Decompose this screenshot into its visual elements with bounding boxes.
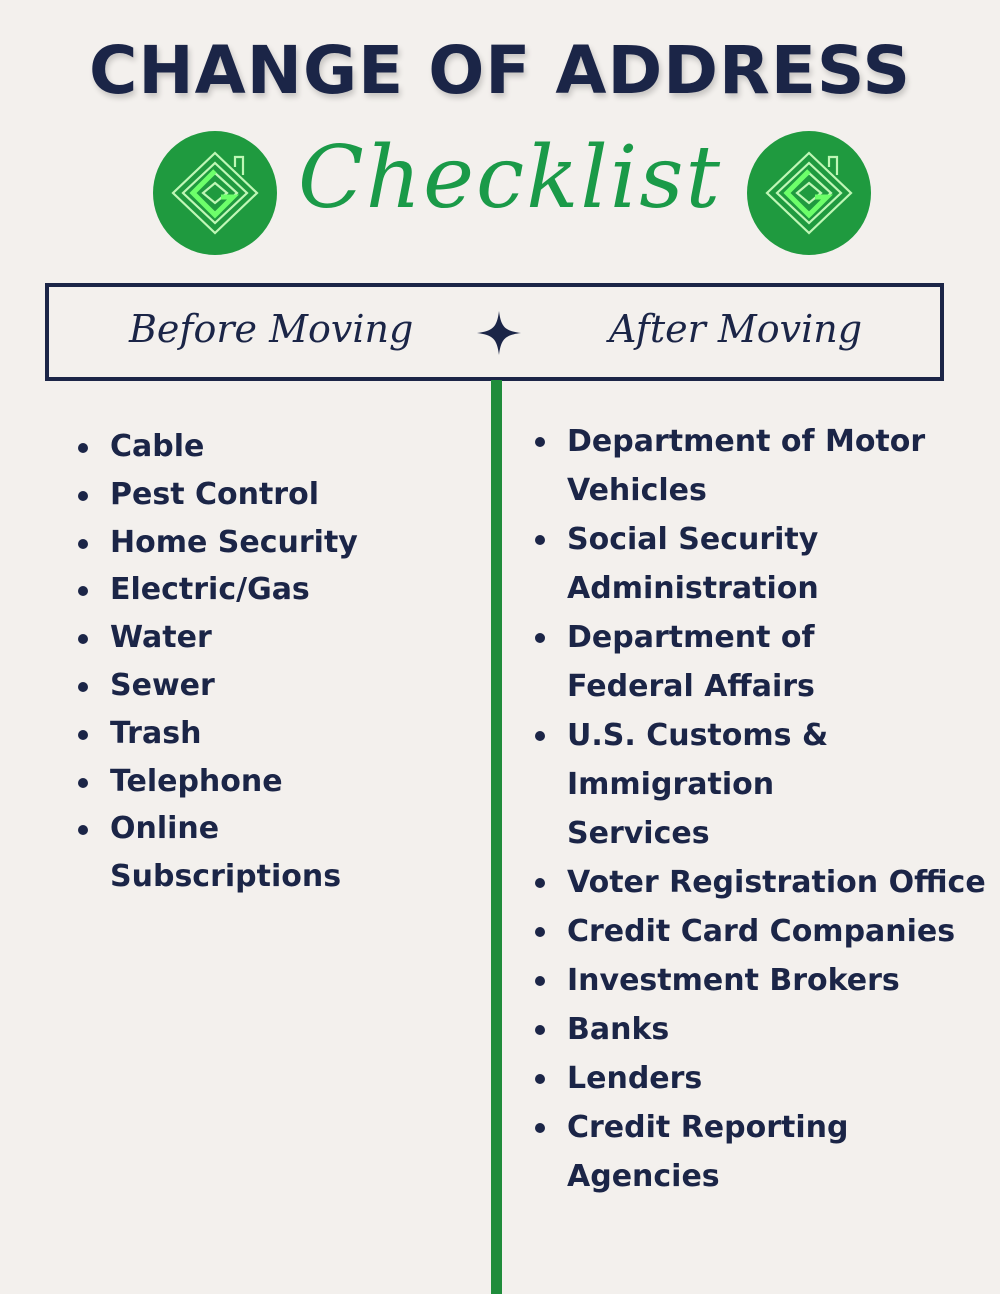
list-item: Banks — [567, 1005, 992, 1054]
list-item: Pest Control — [110, 471, 480, 519]
list-item: Cable — [110, 423, 480, 471]
before-moving-list — [110, 423, 480, 901]
list-item: Electric/Gas — [110, 566, 480, 614]
after-moving-list — [567, 417, 992, 1201]
list-item: Investment Brokers — [567, 956, 992, 1005]
before-moving-heading: Before Moving — [129, 307, 414, 351]
list-item: Online Subscriptions — [110, 805, 340, 901]
list-item: Department of Motor Vehicles — [567, 417, 927, 515]
house-g-logo-icon — [747, 131, 871, 255]
column-header-box — [45, 283, 944, 381]
list-item: Trash — [110, 710, 480, 758]
page-title: CHANGE OF ADDRESS — [88, 32, 912, 109]
list-item: Credit Reporting Agencies — [567, 1103, 867, 1201]
list-item: U.S. Customs & Immigration Services — [567, 711, 927, 858]
list-item: Lenders — [567, 1054, 992, 1103]
list-item: Voter Registration Office — [567, 858, 992, 907]
list-item: Department of Federal Affairs — [567, 613, 947, 711]
list-item: Water — [110, 614, 480, 662]
list-item: Credit Card Companies — [567, 907, 992, 956]
list-item: Sewer — [110, 662, 480, 710]
column-divider — [491, 380, 502, 1294]
list-item: Telephone — [110, 758, 480, 806]
list-item: Home Security — [110, 519, 480, 567]
checklist-subtitle: Checklist — [297, 128, 723, 228]
after-moving-heading: After Moving — [609, 307, 863, 351]
list-item: Social Security Administration — [567, 515, 847, 613]
house-g-logo-icon — [153, 131, 277, 255]
four-point-star-icon — [477, 311, 521, 355]
